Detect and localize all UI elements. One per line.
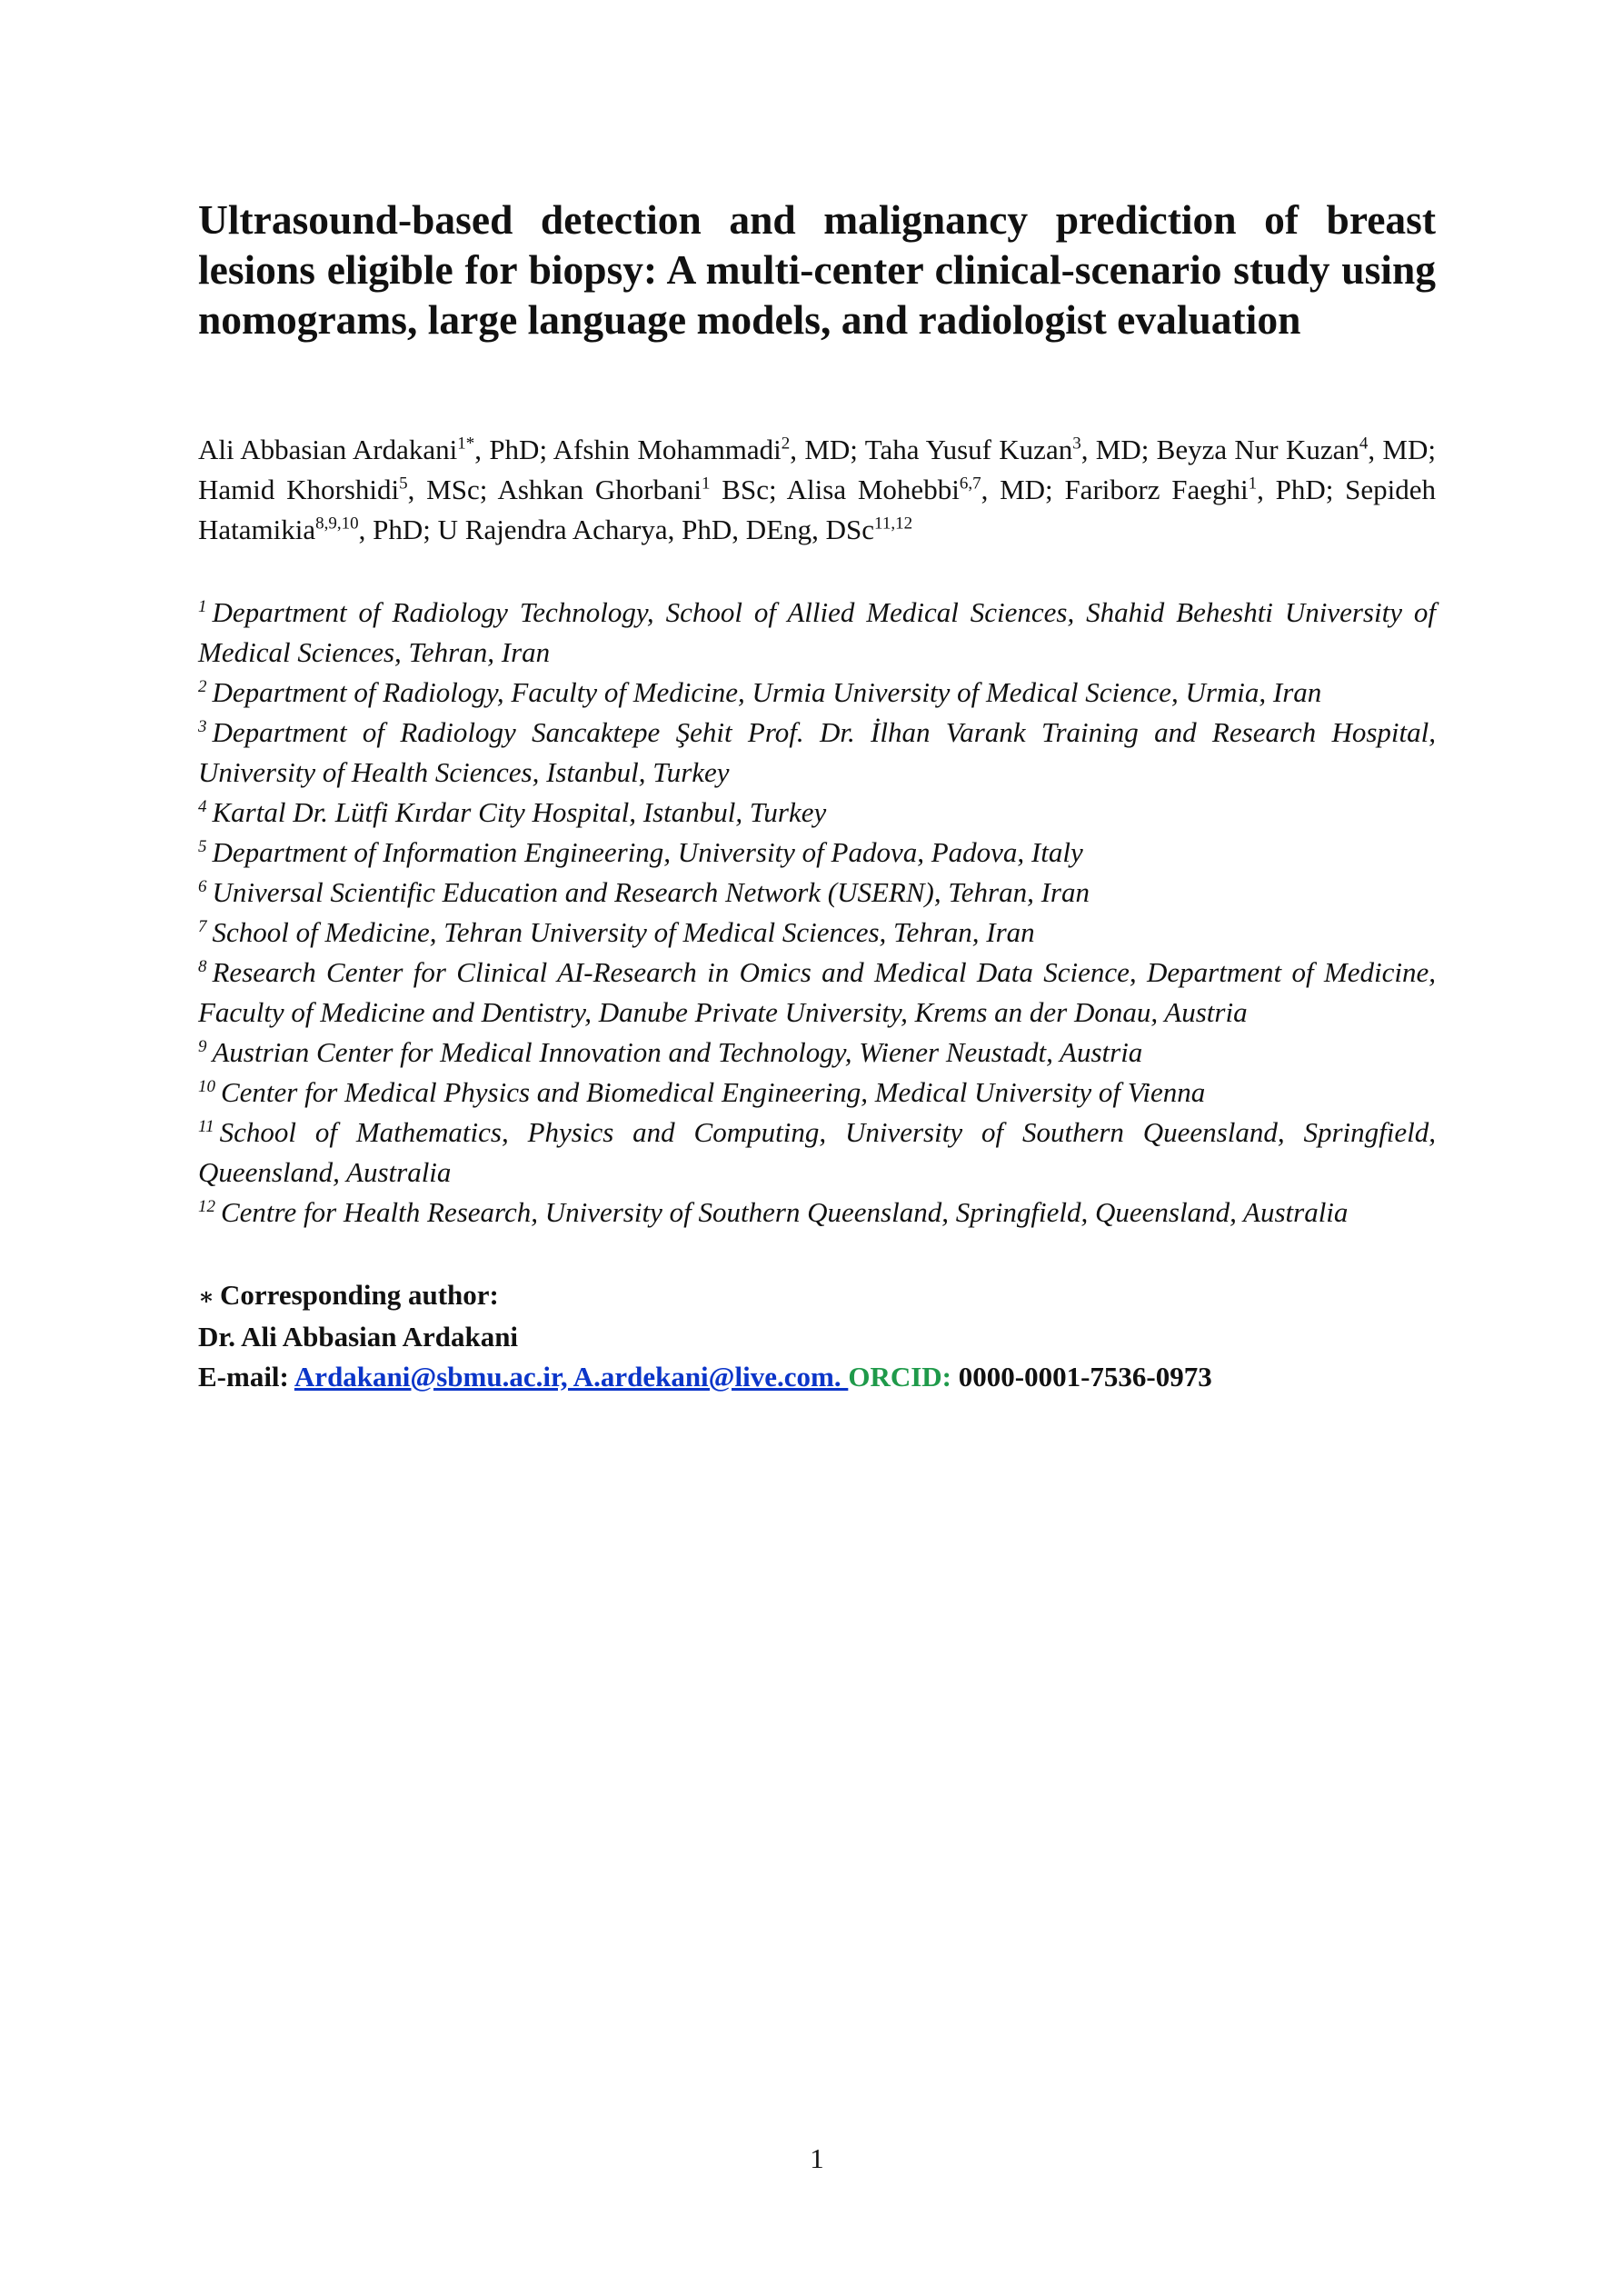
- email-label: E-mail:: [198, 1361, 294, 1393]
- affiliation-item: $^6$ Universal Scientific Education and Research Network (USERN), Tehran, Iran: [198, 876, 1090, 908]
- affiliation-item: $^7$ School of Medicine, Tehran University of Medical Sciences, Tehran, Iran: [198, 916, 1035, 948]
- affiliation-item: $^5$ Department of Information Engineering, University of Padova, Padova, Italy: [198, 836, 1083, 868]
- author-1: Ali Abbasian Ardakani$^{1*}$, PhD;: [198, 434, 553, 465]
- author-list: [198, 430, 1436, 550]
- author-4: Beyza Nur Kuzan$^4$, MD;: [1156, 434, 1436, 465]
- page-number: 1: [810, 2142, 824, 2174]
- affiliation-item: $^8$ Research Center for Clinical AI-Research in Omics and Medical Data Science, Department of Medicine, Faculty of Medicine and Dentistry, Danube Private University, Krems an der Donau, Austria: [198, 956, 1436, 1028]
- asterisk-icon: ∗: [198, 1283, 214, 1310]
- author-3: Taha Yusuf Kuzan$^3$, MD;: [864, 434, 1157, 465]
- affiliation-list: [198, 593, 1436, 1233]
- corresponding-name: Dr. Ali Abbasian Ardakani: [198, 1321, 519, 1353]
- affiliation-item: $^{10}$ Center for Medical Physics and Biomedical Engineering, Medical University of Vienna: [198, 1076, 1206, 1108]
- author-10: U Rajendra Acharya, PhD, DEng, DSc$^{11,12}$: [437, 514, 913, 545]
- author-2: Afshin Mohammadi$^2$, MD;: [553, 434, 865, 465]
- paper-page: [198, 0, 1436, 2296]
- corresponding-heading: ∗ Corresponding author:: [198, 1279, 499, 1311]
- corresponding-author-block: [198, 1275, 1436, 1397]
- affiliation-item: $^{12}$ Centre for Health Research, University of Southern Queensland, Springfield, Queensland, Australia: [198, 1196, 1349, 1228]
- affiliation-item: $^{11}$ School of Mathematics, Physics and Computing, University of Southern Queensland, Springfield, Queensland, Australia: [198, 1116, 1436, 1188]
- affiliation-item: $^9$ Austrian Center for Medical Innovation and Technology, Wiener Neustadt, Austria: [198, 1036, 1143, 1068]
- author-6: Ashkan Ghorbani$^1$ BSc;: [497, 474, 787, 505]
- orcid-value: 0000-0001-7536-0973: [958, 1361, 1212, 1393]
- affiliation-item: $^4$ Kartal Dr. Lütfi Kırdar City Hospital, Istanbul, Turkey: [198, 796, 827, 828]
- corresponding-contact: [198, 1357, 1436, 1397]
- paper-title: Ultrasound-based detection and malignancy prediction of breast lesions eligible for biopsy: A multi-center clinical-scenario study using nomograms, large language models, and radiologist evaluation: [198, 196, 1436, 343]
- author-7: Alisa Mohebbi$^{6,7}$, MD;: [786, 474, 1065, 505]
- affiliation-item: $^3$ Department of Radiology Sancaktepe Şehit Prof. Dr. İlhan Varank Training and Research Hospital, University of Health Sciences, Istanbul, Turkey: [198, 716, 1436, 788]
- affiliation-item: $^2$ Department of Radiology, Faculty of Medicine, Urmia University of Medical Science, Urmia, Iran: [198, 676, 1322, 708]
- author-9: Sepideh Hatamikia$^{8,9,10}$, PhD;: [198, 474, 1437, 545]
- author-8: Fariborz Faeghi$^1$, PhD;: [1064, 474, 1346, 505]
- orcid-label: ORCID:: [848, 1361, 959, 1393]
- email-link[interactable]: Ardakani@sbmu.ac.ir, A.ardekani@live.com.: [294, 1361, 849, 1393]
- author-5: Hamid Khorshidi$^5$, MSc;: [198, 474, 498, 505]
- affiliation-item: $^1$ Department of Radiology Technology, School of Allied Medical Sciences, Shahid Beheshti University of Medical Sciences, Tehran, Iran: [198, 596, 1436, 668]
